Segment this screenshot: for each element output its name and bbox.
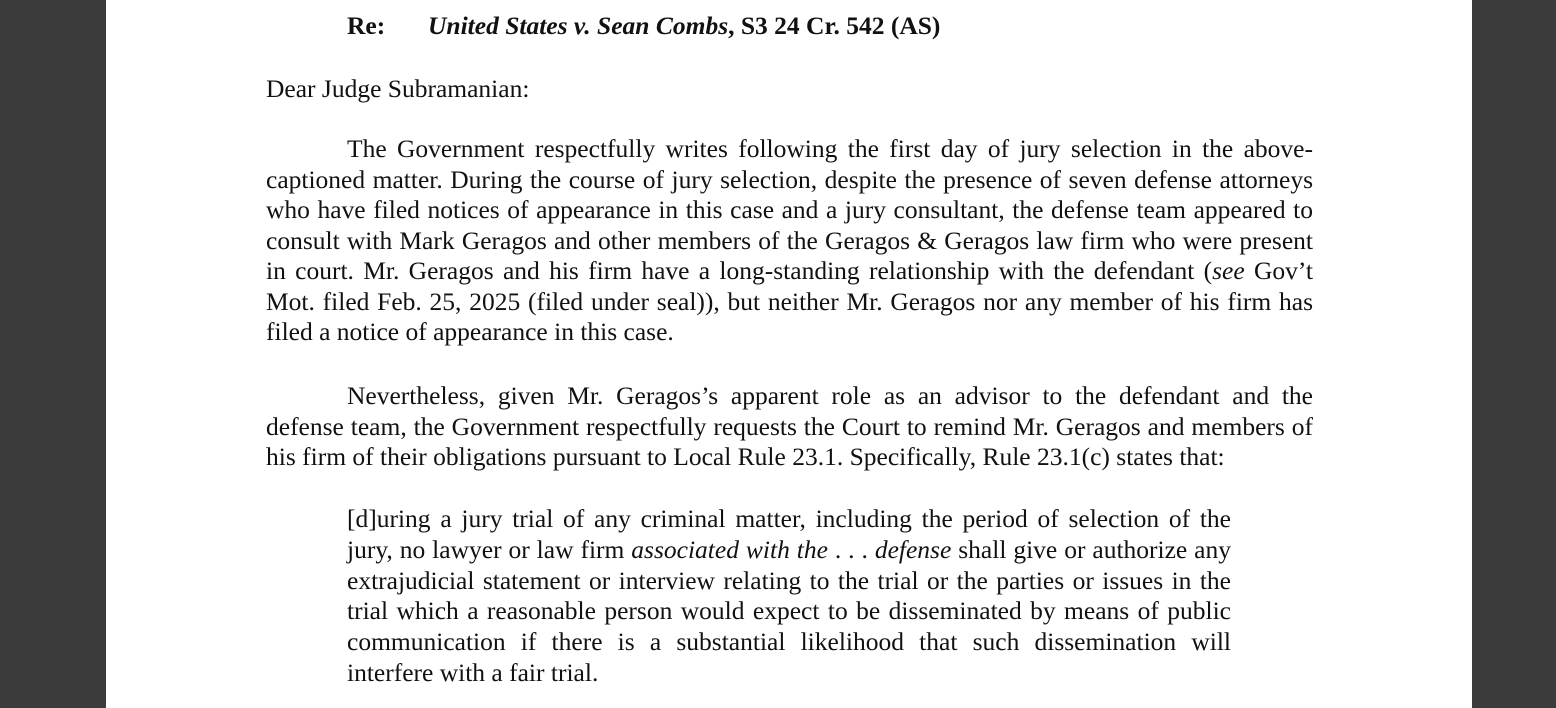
re-line: [347, 10, 940, 42]
salutation: Dear Judge Subramanian:: [266, 74, 530, 103]
re-label: Re:: [347, 11, 386, 40]
viewer-background-right: [1472, 0, 1556, 708]
re-case-name: United States v. Sean Combs: [428, 11, 729, 40]
paragraph-1-text: The Government respectfully writes following the first day of jury selection in the above-captioned matter. During the course of jury selection, despite the presence of seven defense attorneys who have filed notices of appearance in this case and a jury consultant, the defense team appeared to consult with Mark Geragos and other members of the Geragos & Geragos law firm who were present in court. Mr. Geragos and his firm have a long-standing relationship with the defendant (: [266, 134, 1313, 285]
document-page: [106, 0, 1472, 708]
re-case-number: , S3 24 Cr. 542 (AS): [728, 11, 941, 40]
cite-signal: see: [1212, 256, 1245, 285]
quote-text-1: [d]uring a jury trial of any criminal matter, including the period of selection of the jury, no lawyer or law firm: [347, 504, 1231, 564]
quote-emphasis-1: associated with the: [631, 534, 828, 564]
paragraph-2: Nevertheless, given Mr. Geragos’s apparent role as an advisor to the defendant and the defense team, the Government respectfully requests the Court to remind Mr. Geragos and members of his firm of their obligations pursuant to Local Rule 23.1. Specifically, Rule 23.1(c) states that:: [266, 381, 1313, 471]
quote-emphasis-2: defense: [874, 534, 952, 564]
quote-ellipsis: . . .: [827, 534, 875, 564]
paragraph-1-text-after: Gov’t Mot. filed Feb. 25, 2025 (filed under seal)), but neither Mr. Geragos nor any member of his firm has filed a notice of appearance in this case.: [266, 256, 1313, 346]
quote-text-2: shall give or authorize any extrajudicial statement or interview relating to the trial or the parties or issues in the trial which a reasonable person would expect to be disseminated by means of public communication if there is a substantial likelihood that such dissemination will interfere with a fair trial.: [347, 534, 1232, 687]
viewer-background-left: [0, 0, 106, 708]
block-quote: [347, 504, 1231, 689]
paragraph-1: [266, 134, 1313, 348]
